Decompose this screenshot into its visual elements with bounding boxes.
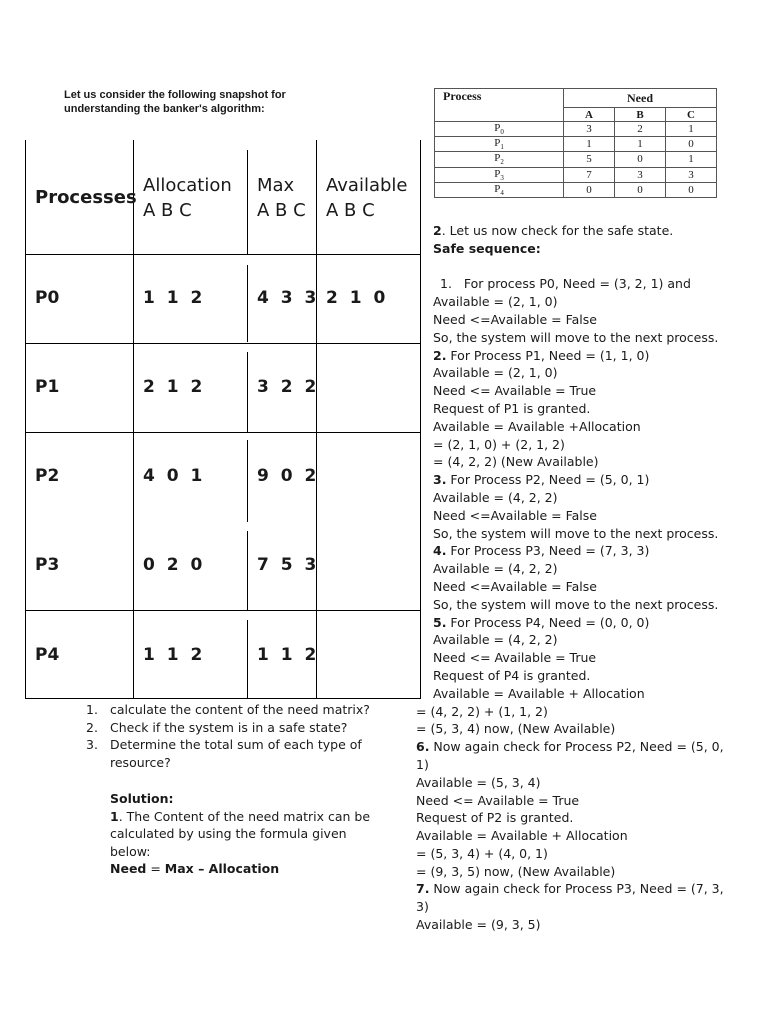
row-p1-allocation: 2 1 2 bbox=[143, 377, 206, 397]
need-row-a: 7 bbox=[564, 167, 615, 182]
step-4-line: Available = (4, 2, 2) bbox=[433, 561, 558, 577]
table-row bbox=[435, 137, 717, 152]
need-row-process: $P_0$ bbox=[435, 122, 564, 137]
question-text: calculate the content of the need matrix? bbox=[110, 702, 370, 717]
table-row bbox=[435, 122, 717, 137]
step-5-line: Need <= Available = True bbox=[433, 650, 597, 666]
step-6-line: Request of P2 is granted. bbox=[416, 810, 574, 826]
step-6-line: 1) bbox=[416, 756, 429, 772]
header-allocation: Allocation bbox=[143, 175, 232, 196]
step-2-line: = (4, 2, 2) (New Available) bbox=[433, 454, 599, 470]
need-table-process-header: Process bbox=[435, 89, 564, 122]
need-col-a: A bbox=[564, 108, 615, 122]
step-7-line: Available = (9, 3, 5) bbox=[416, 917, 541, 933]
table-row bbox=[435, 182, 717, 197]
header-processes: Processes bbox=[35, 187, 137, 208]
step-1-line: So, the system will move to the next process. bbox=[433, 329, 719, 345]
step-6: 6. Now again check for Process P2, Need = (5, 0, bbox=[416, 739, 724, 755]
step-6-line: Available = (5, 3, 4) bbox=[416, 774, 541, 790]
step-2-line: Available = (2, 1, 0) bbox=[433, 365, 558, 381]
row-p0-allocation: 1 1 2 bbox=[143, 288, 206, 308]
check-intro: 2. Let us now check for the safe state. bbox=[433, 223, 674, 238]
step-1-line: Need <=Available = False bbox=[433, 311, 597, 327]
safe-sequence-title: Safe sequence: bbox=[433, 240, 541, 256]
need-col-c: C bbox=[666, 108, 717, 122]
row-p3-process: P3 bbox=[35, 555, 60, 575]
need-row-b: 0 bbox=[615, 152, 666, 167]
step-2-line: = (2, 1, 0) + (2, 1, 2) bbox=[433, 436, 565, 452]
row-p0-available: 2 1 0 bbox=[326, 288, 389, 308]
step-7-line: 3) bbox=[416, 899, 429, 915]
solution-step-1: 1. The Content of the need matrix can be calculated by using the formula given below: bbox=[110, 808, 371, 859]
step-3-line: Need <=Available = False bbox=[433, 507, 597, 523]
table-row bbox=[435, 167, 717, 182]
step-3-line: Available = (4, 2, 2) bbox=[433, 489, 558, 505]
step-5-line: = (5, 3, 4) now, (New Available) bbox=[416, 721, 616, 737]
row-p2-max: 9 0 2 bbox=[257, 466, 320, 486]
step-5: 5. For Process P4, Need = (0, 0, 0) bbox=[433, 614, 650, 630]
step-3-line: So, the system will move to the next process. bbox=[433, 525, 719, 541]
question-text: Check if the system is in a safe state? bbox=[110, 719, 348, 735]
need-row-c: 1 bbox=[666, 122, 717, 137]
header-available: Available bbox=[326, 175, 408, 196]
intro-heading: Let us consider the following snapshot for understanding the banker's algorithm: bbox=[64, 89, 286, 115]
row-p2-process: P2 bbox=[35, 466, 60, 486]
safe-state-walkthrough bbox=[416, 222, 751, 934]
need-table bbox=[434, 88, 717, 198]
header-max: Max bbox=[257, 175, 295, 196]
list-item bbox=[86, 736, 386, 771]
need-row-process: $P_3$ bbox=[435, 167, 564, 182]
need-col-b: B bbox=[615, 108, 666, 122]
step-5-line: Request of P4 is granted. bbox=[433, 667, 591, 683]
step-6-line: = (5, 3, 4) + (4, 0, 1) bbox=[416, 845, 548, 861]
row-p3-allocation: 0 2 0 bbox=[143, 555, 206, 575]
step-6-line: Available = Available + Allocation bbox=[416, 828, 628, 844]
need-row-a: 5 bbox=[564, 152, 615, 167]
need-row-c: 0 bbox=[666, 182, 717, 197]
step-1: 1. For process P0, Need = (3, 2, 1) and bbox=[440, 276, 691, 292]
step-2-line: Request of P1 is granted. bbox=[433, 400, 591, 416]
step-3: 3. For Process P2, Need = (5, 0, 1) bbox=[433, 472, 650, 488]
table-row bbox=[435, 152, 717, 167]
header-max-abc: A B C bbox=[257, 200, 306, 221]
step-2-line: Available = Available +Allocation bbox=[433, 418, 641, 434]
step-7: 7. Now again check for Process P3, Need = (7, 3, bbox=[416, 881, 724, 897]
step-5-line: Available = Available + Allocation bbox=[433, 685, 645, 701]
need-row-c: 0 bbox=[666, 137, 717, 152]
row-p4-max: 1 1 2 bbox=[257, 645, 320, 665]
solution-block bbox=[110, 790, 385, 878]
need-row-b: 1 bbox=[615, 137, 666, 152]
need-row-process: $P_4$ bbox=[435, 182, 564, 197]
header-allocation-abc: A B C bbox=[143, 200, 192, 221]
step-4: 4. For Process P3, Need = (7, 3, 3) bbox=[433, 543, 650, 559]
need-row-process: $P_1$ bbox=[435, 137, 564, 152]
need-row-c: 3 bbox=[666, 167, 717, 182]
questions-list bbox=[86, 701, 386, 771]
row-p4-process: P4 bbox=[35, 645, 60, 665]
step-4-line: Need <=Available = False bbox=[433, 578, 597, 594]
question-number: 2. bbox=[86, 719, 98, 735]
row-p1-max: 3 2 2 bbox=[257, 377, 320, 397]
row-p4-allocation: 1 1 2 bbox=[143, 645, 206, 665]
need-row-b: 3 bbox=[615, 167, 666, 182]
need-row-a: 3 bbox=[564, 122, 615, 137]
question-text: Determine the total sum of each type of resource? bbox=[110, 737, 362, 770]
need-row-a: 1 bbox=[564, 137, 615, 152]
row-p1-process: P1 bbox=[35, 377, 60, 397]
need-table-need-header: Need bbox=[564, 89, 717, 108]
row-p0-max: 4 3 3 bbox=[257, 288, 320, 308]
step-5-line: Available = (4, 2, 2) bbox=[433, 632, 558, 648]
question-number: 1. bbox=[86, 702, 98, 717]
need-row-a: 0 bbox=[564, 182, 615, 197]
step-4-line: So, the system will move to the next process. bbox=[433, 596, 719, 612]
need-row-process: $P_2$ bbox=[435, 152, 564, 167]
need-row-b: 2 bbox=[615, 122, 666, 137]
need-row-c: 1 bbox=[666, 152, 717, 167]
step-2-line: Need <= Available = True bbox=[433, 383, 597, 399]
step-2: 2. For Process P1, Need = (1, 1, 0) bbox=[433, 347, 650, 363]
step-1-line: Available = (2, 1, 0) bbox=[433, 294, 558, 310]
step-6-line: = (9, 3, 5) now, (New Available) bbox=[416, 863, 616, 879]
list-item bbox=[86, 701, 386, 719]
header-available-abc: A B C bbox=[326, 200, 375, 221]
row-p2-allocation: 4 0 1 bbox=[143, 466, 206, 486]
need-formula: Need = Max – Allocation bbox=[110, 861, 280, 876]
solution-title: Solution: bbox=[110, 791, 174, 806]
question-number: 3. bbox=[86, 737, 98, 752]
allocation-table bbox=[25, 140, 421, 699]
list-item bbox=[86, 719, 386, 737]
step-5-line: = (4, 2, 2) + (1, 1, 2) bbox=[416, 703, 548, 719]
step-6-line: Need <= Available = True bbox=[416, 792, 580, 808]
row-p0-process: P0 bbox=[35, 288, 60, 308]
need-row-b: 0 bbox=[615, 182, 666, 197]
row-p3-max: 7 5 3 bbox=[257, 555, 320, 575]
